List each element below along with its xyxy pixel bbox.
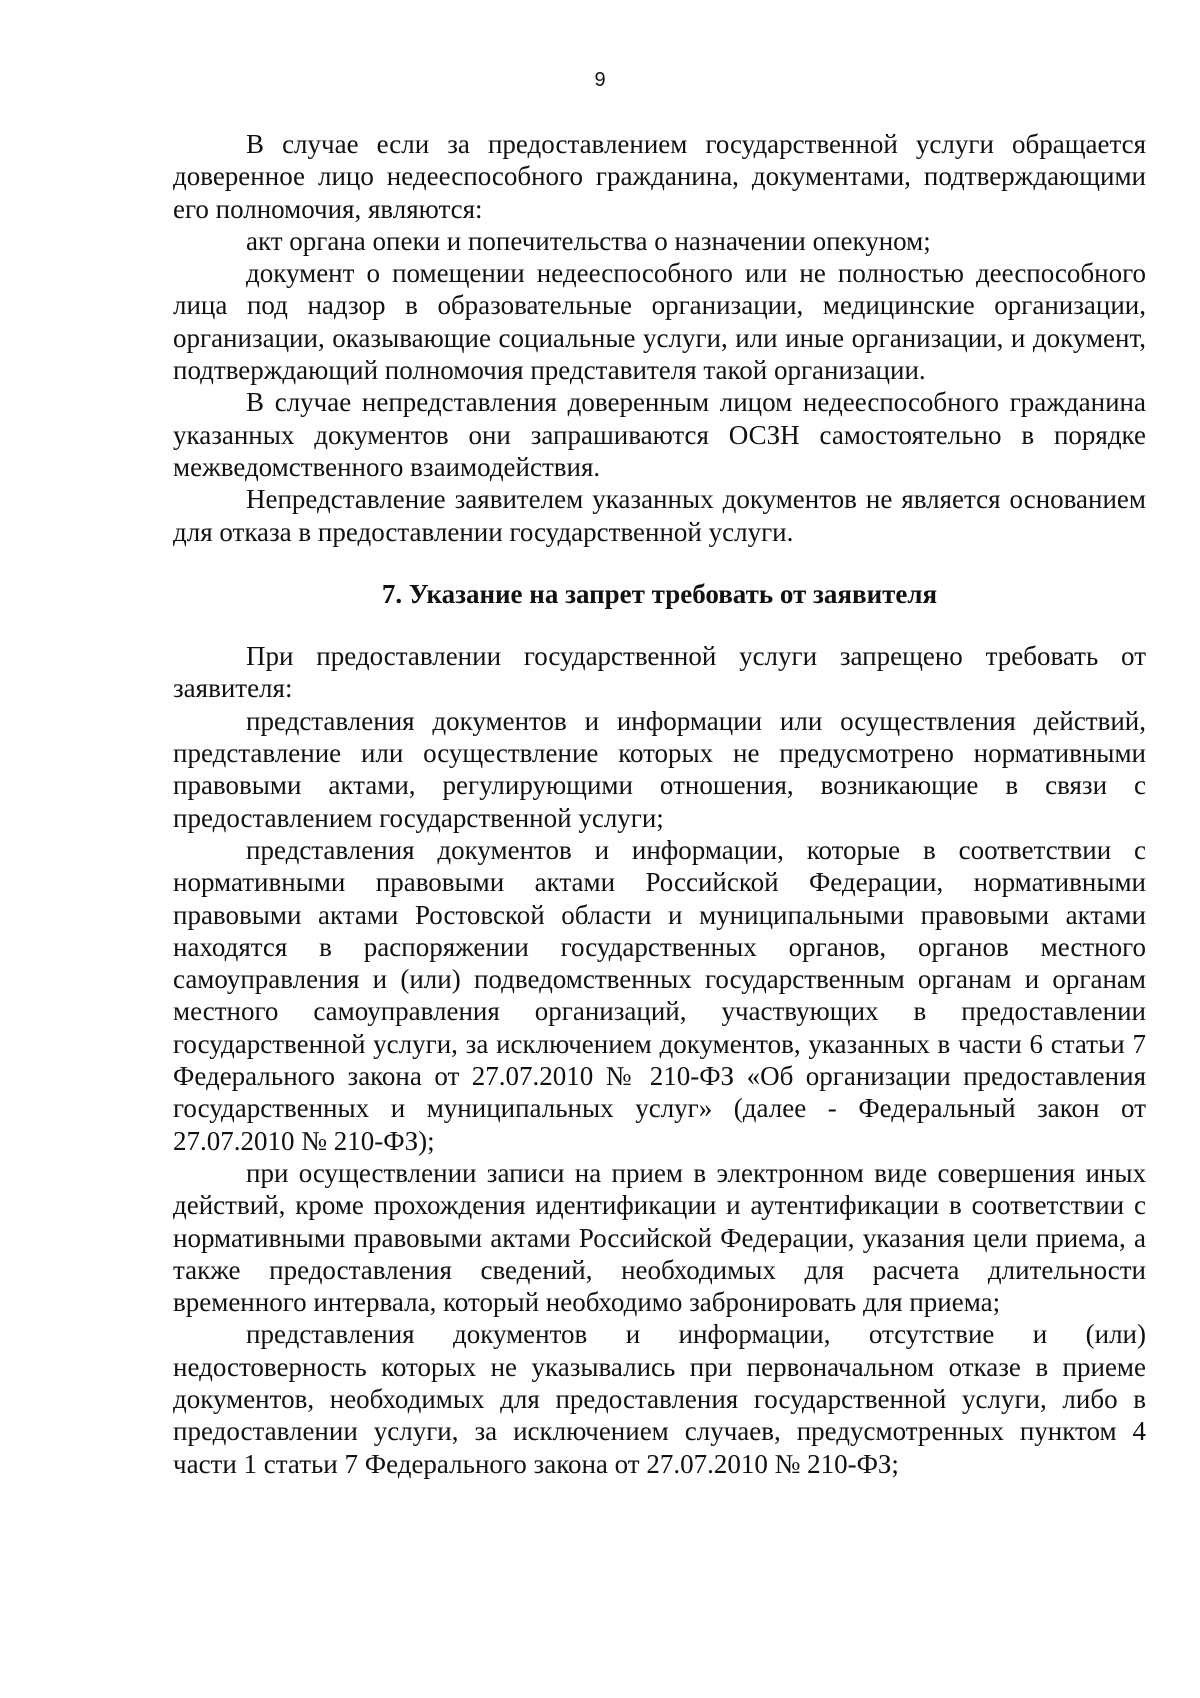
paragraph-prohibited-new-documents: представления документов и информации, отсутствие и (или) недостоверность которых не указывались при первоначальном отказе в приеме документов, необходимых для предоставления государственной услуги, либо в предоставлении услуги, за исключением случаев, предусмотренных пунктом 4 части 1 статьи 7 Федерального закона от 27.07.2010 № 210-ФЗ;	[173, 1319, 1146, 1479]
document-body	[173, 128, 1146, 1480]
paragraph-prohibited-held-documents: представления документов и информации, которые в соответствии с нормативными правовыми актами Российской Федерации, нормативными правовыми актами Ростовской области и муниципальными правовыми актами находятся в распоряжении государственных органов, органов местного самоуправления и (или) подведомственных государственным органам и органам местного самоуправления организаций, участвующих в предоставлении государственной услуги, за исключением документов, указанных в части 6 статьи 7 Федерального закона от 27.07.2010 № 210-ФЗ «Об организации предоставления государственных и муниципальных услуг» (далее - Федеральный закон от 27.07.2010 № 210-ФЗ);	[173, 834, 1146, 1156]
paragraph-non-submission-request: В случае непредставления доверенным лицом недееспособного гражданина указанных документов они запрашиваются ОСЗН самостоятельно в порядке межведомственного взаимодействия.	[173, 387, 1146, 482]
paragraph-non-submission-not-grounds: Непредставление заявителем указанных документов не является основанием для отказа в предоставлении государственной услуги.	[173, 484, 1146, 547]
page-number: 9	[594, 69, 606, 91]
paragraph-prohibited-documents-actions: представления документов и информации или осуществления действий, представление или осуществление которых не предусмотрено нормативными правовыми актами, регулирующими отношения, возникающие в связи с предоставлением государственной услуги;	[173, 705, 1146, 833]
section-heading: 7. Указание на запрет требовать от заявителя	[381, 578, 938, 609]
paragraph-placement-document: документ о помещении недееспособного или не полностью дееспособного лица под надзор в образовательные организации, медицинские организации, организации, оказывающие социальные услуги, или иные организации, и документ, подтверждающий полномочия представителя такой организации.	[173, 258, 1146, 386]
paragraph-prohibited-electronic-appointment: при осуществлении записи на прием в электронном виде совершения иных действий, кроме прохождения идентификации и аутентификации в соответствии с нормативными правовыми актами Российской Федерации, указания цели приема, а также предоставления сведений, необходимых для расчета длительности временного интервала, который необходимо забронировать для приема;	[173, 1157, 1146, 1318]
paragraph-prohibited-intro: При предоставлении государственной услуги запрещено требовать от заявителя:	[173, 641, 1146, 704]
paragraph-trusted-person: В случае если за предоставлением государственной услуги обращается доверенное лицо недееспособного гражданина, документами, подтверждающими его полномочия, являются:	[173, 129, 1146, 224]
paragraph-guardianship-act: акт органа опеки и попечительства о назначении опекуном;	[246, 225, 931, 256]
